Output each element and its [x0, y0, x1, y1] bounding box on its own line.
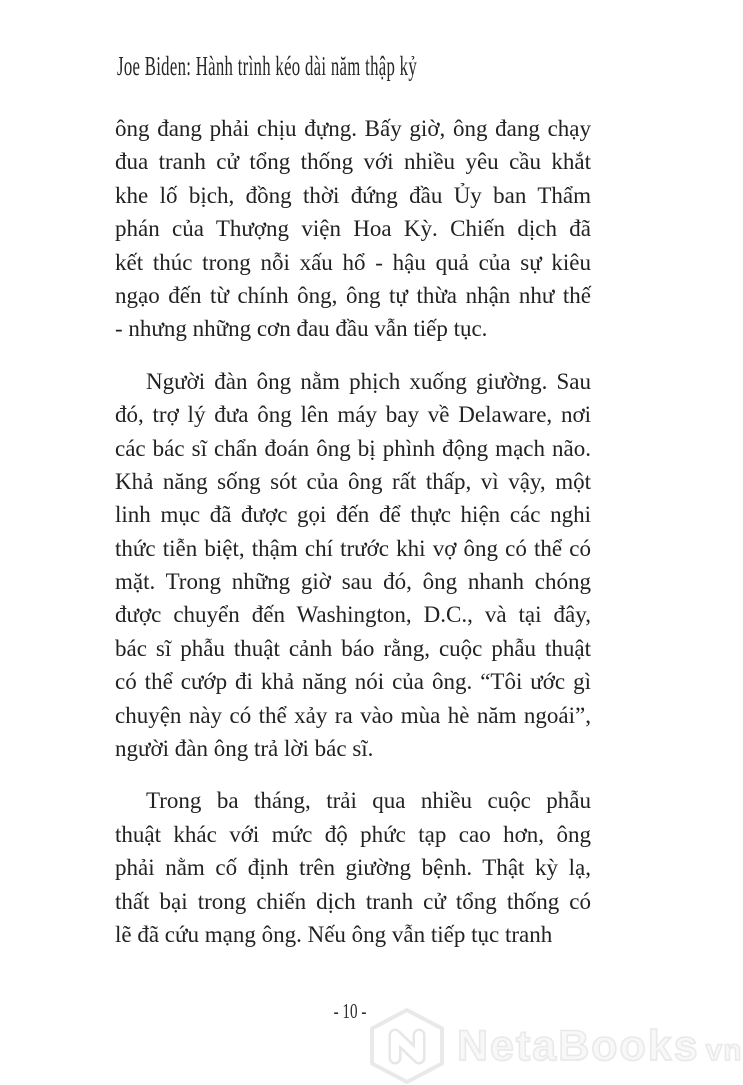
text-line: lẽ đã cứu mạng ông. Nếu ông vẫn tiếp tục tranh — [115, 921, 553, 947]
body-text — [115, 112, 591, 970]
text-line: được chuyển đến Washington, D.C., và tại đây, — [115, 602, 591, 628]
text-line: khe lố bịch, đồng thời đứng đầu Ủy ban Thẩm — [115, 182, 591, 208]
text-line: đó, trợ lý đưa ông lên máy bay về Delaware, nơi — [115, 402, 591, 428]
running-header-title: Joe Biden: Hành trình kéo dài năm thập kỷ — [117, 51, 418, 81]
body-paragraph — [115, 784, 591, 951]
text-line: mặt. Trong những giờ sau đó, ông nhanh chóng — [115, 569, 591, 595]
text-line: phán của Thượng viện Hoa Kỳ. Chiến dịch đã — [115, 216, 591, 242]
text-line: ông đang phải chịu đựng. Bấy giờ, ông đang chạy — [115, 116, 591, 141]
text-line: linh mục đã được gọi đến để thực hiện các nghi — [115, 502, 591, 528]
text-line: - nhưng những cơn đau đầu vẫn tiếp tục. — [115, 316, 488, 342]
text-line: các bác sĩ chẩn đoán ông bị phình động mạch não. — [115, 435, 591, 461]
text-line: bác sĩ phẫu thuật cảnh báo rằng, cuộc phẫu thuật — [115, 635, 591, 661]
watermark-brand-text: NetaBooks — [457, 1021, 700, 1070]
text-line: Người đàn ông nằm phịch xuống giường. Sau — [146, 368, 591, 394]
text-line: người đàn ông trả lời bác sĩ. — [115, 736, 374, 762]
text-line: Trong ba tháng, trải qua nhiều cuộc phẫu — [146, 788, 591, 814]
text-line: thức tiễn biệt, thậm chí trước khi vợ ông có thể có — [115, 535, 591, 561]
text-line: kết thúc trong nỗi xấu hổ - hậu quả của sự kiêu — [115, 249, 591, 275]
text-line: phải nằm cố định trên giường bệnh. Thật kỳ lạ, — [115, 855, 591, 881]
watermark-tld-text: vn — [705, 1033, 743, 1067]
body-paragraph — [115, 365, 591, 766]
text-line: có thể cướp đi khả năng nói của ông. “Tôi ước gì — [115, 669, 591, 695]
netabooks-wordmark — [457, 1022, 743, 1071]
text-line: Khả năng sống sót của ông rất thấp, vì vậy, một — [115, 468, 591, 494]
body-paragraph — [115, 112, 591, 346]
text-line: thất bại trong chiến dịch tranh cử tổng thống có — [115, 888, 591, 914]
text-line: ngạo đến từ chính ông, ông tự thừa nhận như thế — [115, 282, 591, 308]
text-line: chuyện này có thể xảy ra vào mùa hè năm ngoái”, — [115, 702, 591, 728]
text-line: thuật khác với mức độ phức tạp cao hơn, ông — [115, 821, 591, 847]
text-line: đua tranh cử tổng thống với nhiều yêu cầu khắt — [115, 149, 591, 175]
page-number: - 10 - — [333, 999, 367, 1023]
